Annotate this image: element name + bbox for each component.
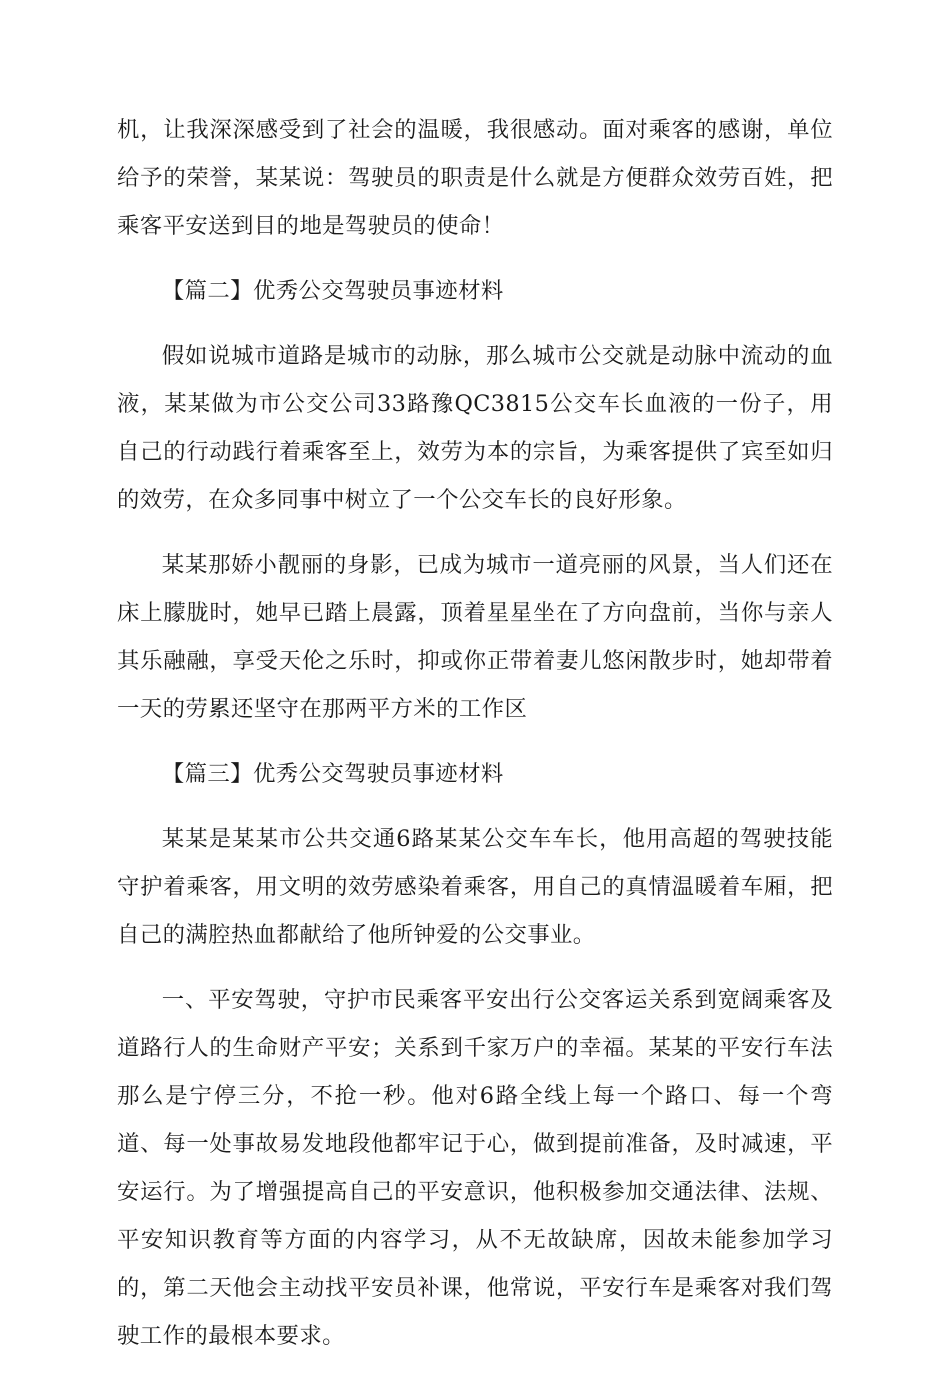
document-body [117, 106, 833, 1377]
section-heading-part-two: 【篇二】优秀公交驾驶员事迹材料 [161, 278, 504, 304]
paragraph-continuation: 机，让我深深感受到了社会的温暖，我很感动。面对乘客的感谢，单位给予的荣誉，某某说：驾驶员的职责是什么就是方便群众效劳百姓，把乘客平安送到目的地是驾驶员的使命！ [117, 117, 833, 239]
section-heading-part-three: 【篇三】优秀公交驾驶员事迹材料 [161, 761, 504, 787]
paragraph-city-bus-metaphor: 假如说城市道路是城市的动脉，那么城市公交就是动脉中流动的血液，某某做为市公交公司33路豫QC3815公交车长血液的一份子，用自己的行动践行着乘客至上，效劳为本的宗旨，为乘客提供了宾至如归的效劳，在众多同事中树立了一个公交车长的良好形象。 [117, 343, 833, 513]
paragraph-route-6-driver: 某某是某某市公共交通6路某某公交车车长，他用高超的驾驶技能守护着乘客，用文明的效劳感染着乘客，用自己的真情温暖着车厢，把自己的满腔热血都献给了他所钟爱的公交事业。 [117, 826, 833, 948]
paragraph-safe-driving: 一、平安驾驶，守护市民乘客平安出行公交客运关系到宽阔乘客及道路行人的生命财产平安；关系到千家万户的幸福。某某的平安行车法那么是宁停三分，不抢一秒。他对6路全线上每一个路口、每一个弯道、每一处事故易发地段他都牢记于心，做到提前准备，及时减速，平安运行。为了增强提高自己的平安意识，他积极参加交通法律、法规、平安知识教育等方面的内容学习，从不无故缺席，因故未能参加学习的，第二天他会主动找平安员补课，他常说，平安行车是乘客对我们驾驶工作的最根本要求。 [117, 987, 833, 1349]
paragraph-driver-dedication: 某某那娇小靓丽的身影，已成为城市一道亮丽的风景，当人们还在床上朦胧时，她早已踏上晨露，顶着星星坐在了方向盘前，当你与亲人其乐融融，享受天伦之乐时，抑或你正带着妻儿悠闲散步时，她却带着一天的劳累还坚守在那两平方米的工作区 [117, 552, 833, 722]
